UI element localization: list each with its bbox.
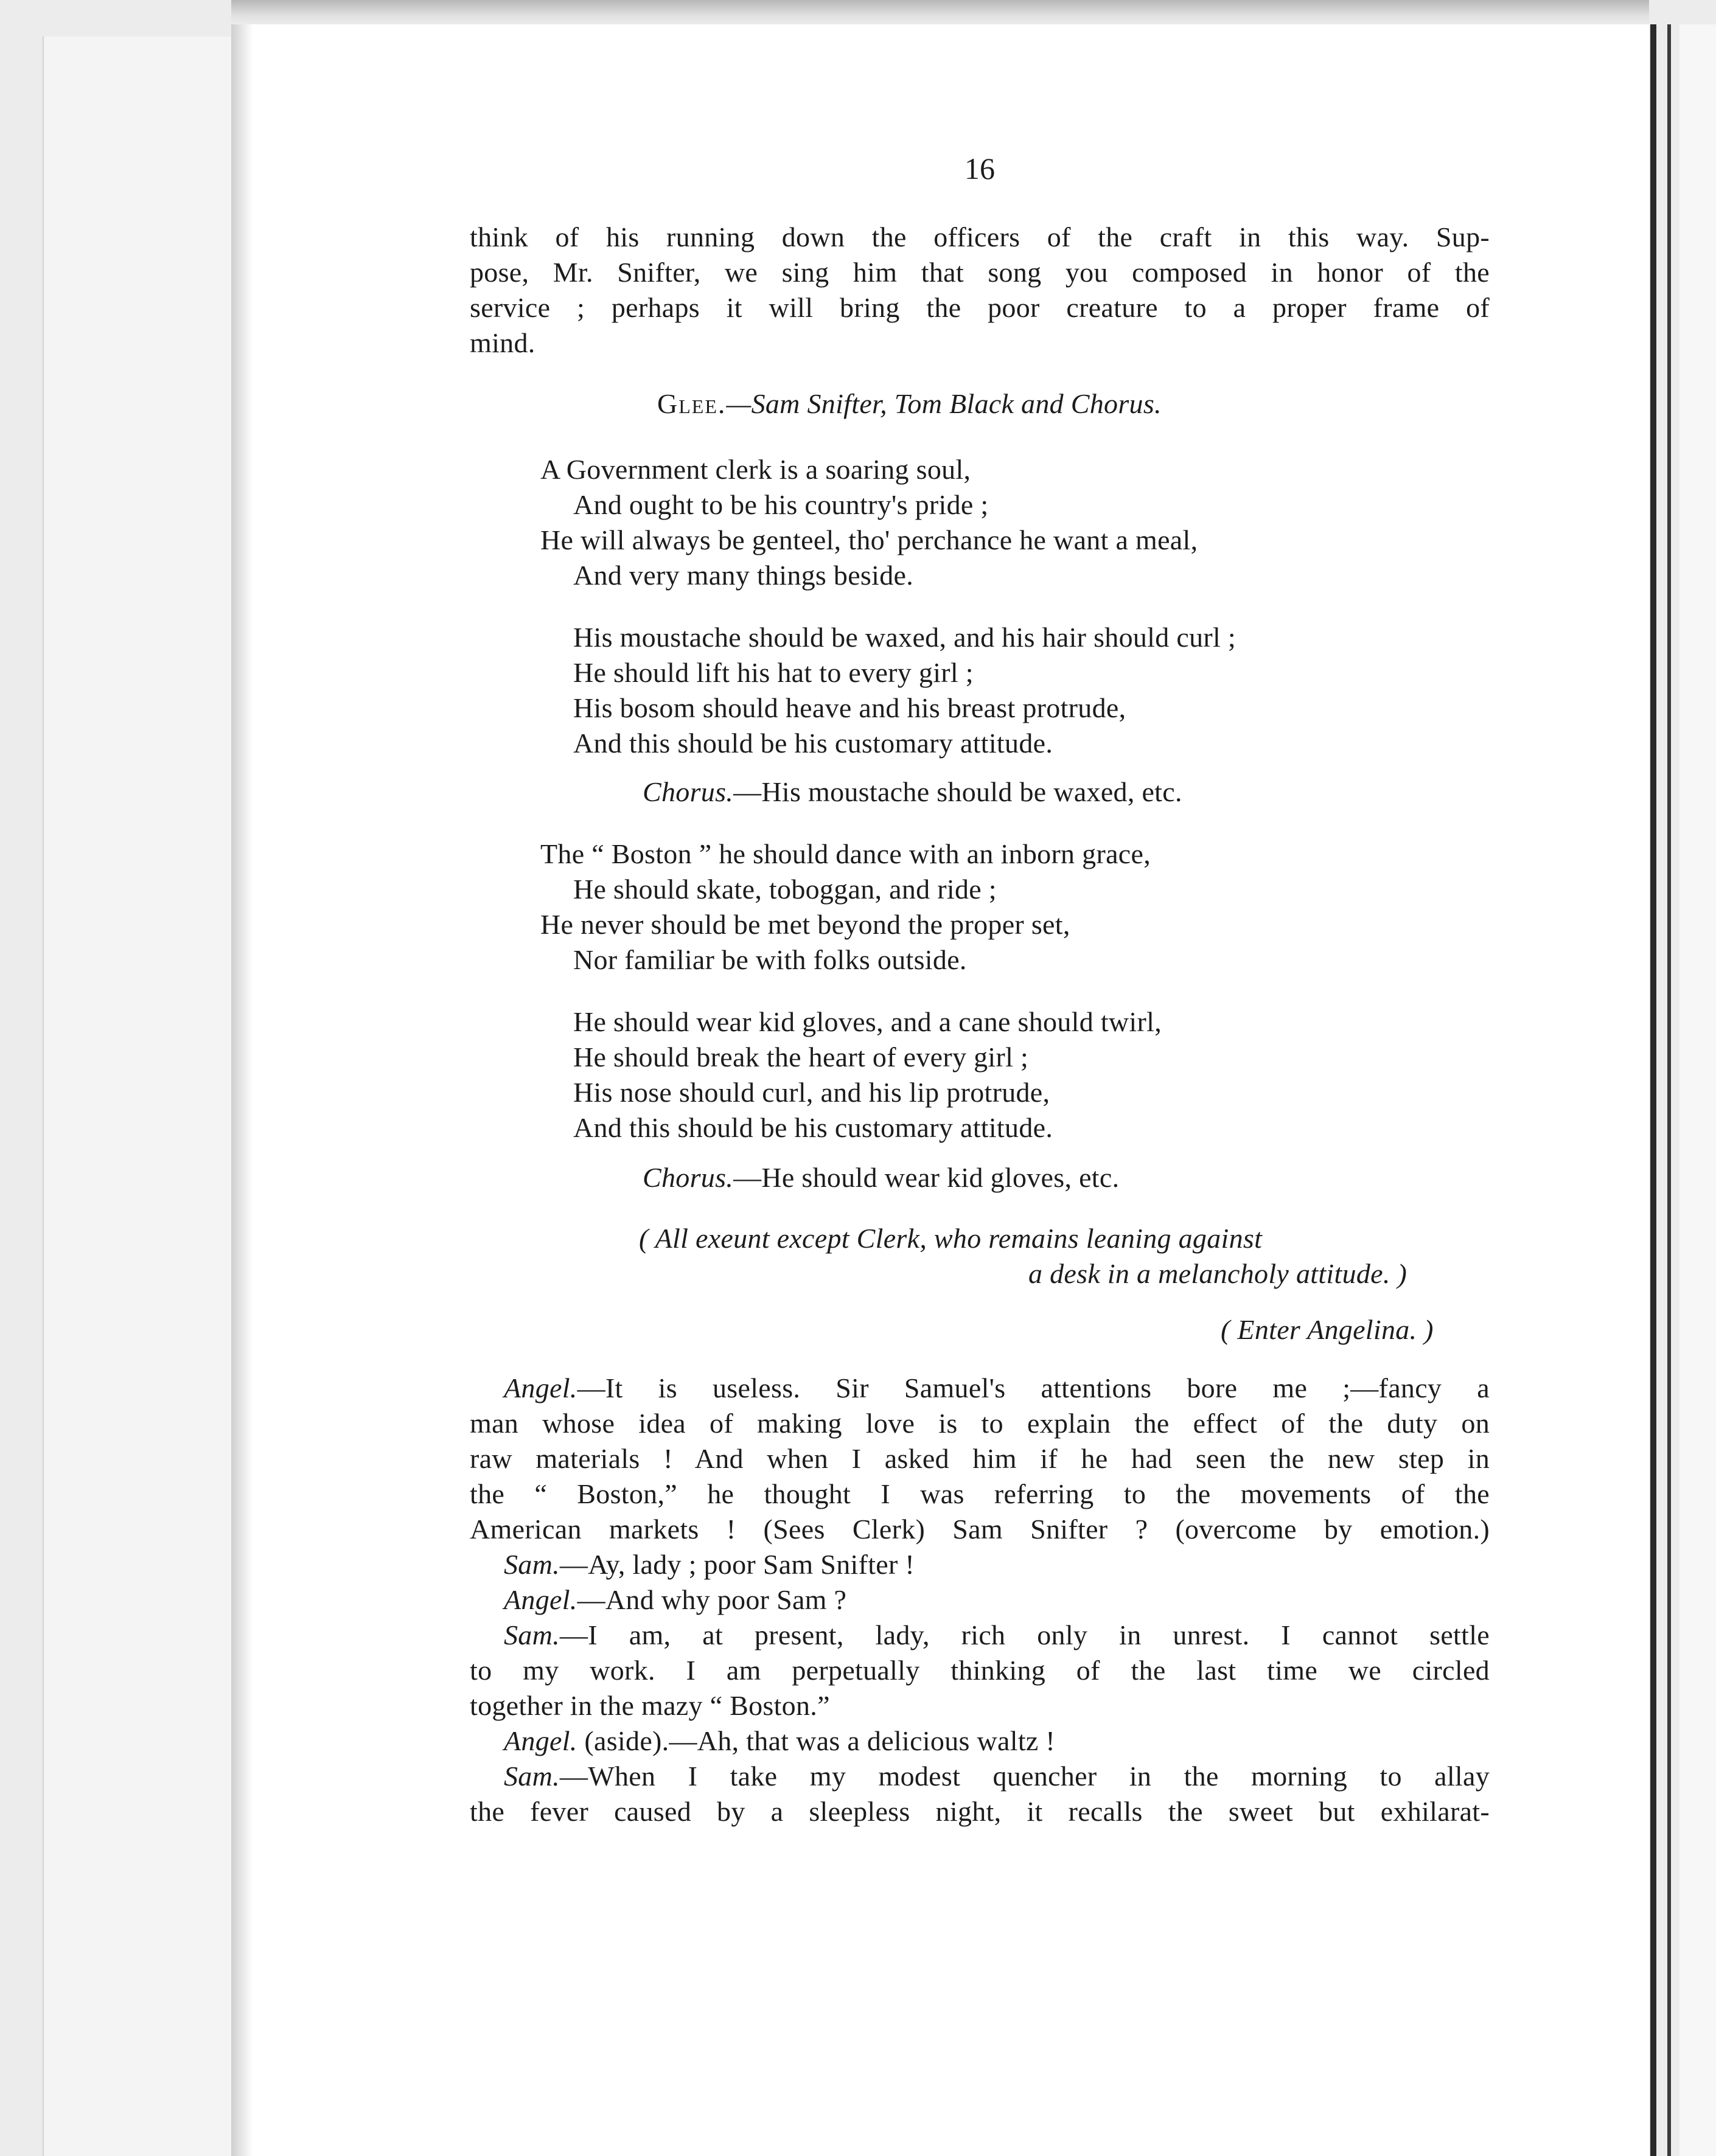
dialogue-line: together in the mazy “ Boston.”	[470, 1690, 830, 1721]
verse-line: His bosom should heave and his breast protrude,	[573, 692, 1126, 723]
scan-right-margin	[1679, 24, 1716, 2156]
dialogue-text: —Ay, lady ; poor Sam Snifter !	[559, 1549, 915, 1580]
verse-line: And this should be his customary attitude.	[573, 728, 1053, 759]
verse-line: Nor familiar be with folks outside.	[573, 944, 967, 975]
opening-line: think of his running down the officers of the craft in this way. Sup-	[470, 221, 1490, 252]
dialogue-text: —I am, at present, lady, rich only in unrest. I cannot settle	[559, 1619, 1490, 1650]
page-top-edge	[231, 0, 1649, 26]
dialogue-line	[504, 1548, 915, 1582]
binding-shadow	[231, 24, 253, 2156]
dialogue-line	[470, 1618, 1490, 1652]
glee-heading	[657, 387, 1162, 421]
verse-line: His moustache should be waxed, and his hair should curl ;	[573, 622, 1236, 653]
dialogue-text: —It is useless. Sir Samuel's attentions bore me ;—fancy a	[577, 1372, 1490, 1403]
dialogue-line: to my work. I am perpetually thinking of the last time we circled	[470, 1655, 1490, 1686]
speaker-name: Angel.	[504, 1725, 577, 1756]
chorus-label: Chorus.	[643, 1162, 734, 1193]
verse-line: He should break the heart of every girl ;	[573, 1041, 1029, 1073]
opening-line: mind.	[470, 327, 535, 358]
verse-line: And this should be his customary attitude.	[573, 1112, 1053, 1143]
dialogue-line: the “ Boston,” he thought I was referring to the movements of the	[470, 1478, 1490, 1509]
verse-line: He should skate, toboggan, and ride ;	[573, 874, 997, 905]
dialogue-text: —When I take my modest quencher in the morning to allay	[559, 1761, 1490, 1792]
opening-line: service ; perhaps it will bring the poor creature to a proper frame of	[470, 292, 1490, 323]
verse-line: He will always be genteel, tho' perchance he want a meal,	[540, 524, 1198, 555]
verse-line: He should lift his hat to every girl ;	[573, 657, 974, 688]
chorus-text: —He should wear kid gloves, etc.	[733, 1162, 1120, 1193]
chorus-cue	[643, 1161, 1119, 1195]
page-number: 16	[964, 151, 995, 186]
glee-label: Glee.	[657, 388, 727, 419]
verse-line: His nose should curl, and his lip protrude,	[573, 1077, 1050, 1108]
dialogue-line: American markets ! (Sees Clerk) Sam Snifter ? (overcome by emotion.)	[470, 1514, 1490, 1545]
dialogue-text: —And why poor Sam ?	[577, 1584, 847, 1615]
chorus-label: Chorus.	[643, 776, 734, 807]
verse-line: And very many things beside.	[573, 560, 914, 591]
dialogue-line	[470, 1759, 1490, 1793]
stage-direction: a desk in a melancholy attitude. )	[1028, 1258, 1407, 1289]
dialogue-line: the fever caused by a sleepless night, it recalls the sweet but exhilarat-	[470, 1796, 1490, 1827]
dialogue-line	[470, 1371, 1490, 1405]
speaker-name: Sam.	[504, 1619, 560, 1650]
verse-line: A Government clerk is a soaring soul,	[540, 454, 971, 485]
page-right-edge	[1650, 24, 1656, 2156]
speaker-name: Sam.	[504, 1761, 560, 1792]
verse-line: The “ Boston ” he should dance with an inborn grace,	[540, 838, 1151, 869]
dialogue-line: raw materials ! And when I asked him if he had seen the new step in	[470, 1443, 1490, 1474]
stage-direction: ( All exeunt except Clerk, who remains leaning against	[639, 1223, 1263, 1254]
dialogue-text: (aside).—Ah, that was a delicious waltz !	[584, 1725, 1056, 1756]
dialogue-line: man whose idea of making love is to explain the effect of the duty on	[470, 1408, 1490, 1439]
verse-line: He never should be met beyond the proper set,	[540, 909, 1070, 940]
verse-line: He should wear kid gloves, and a cane should twirl,	[573, 1006, 1162, 1037]
page-right-rule	[1667, 24, 1671, 2156]
dialogue-line	[504, 1724, 1055, 1758]
verse-line: And ought to be his country's pride ;	[573, 489, 989, 520]
chorus-text: —His moustache should be waxed, etc.	[733, 776, 1182, 807]
opening-line: pose, Mr. Snifter, we sing him that song you composed in honor of the	[470, 257, 1490, 288]
speaker-name: Angel.	[504, 1584, 577, 1615]
facing-page-edge	[43, 37, 232, 2156]
stage-direction: ( Enter Angelina. )	[1221, 1314, 1434, 1345]
speaker-name: Angel.	[504, 1372, 577, 1403]
speaker-name: Sam.	[504, 1549, 560, 1580]
glee-cast: —Sam Snifter, Tom Black and Chorus.	[726, 388, 1162, 419]
chorus-cue	[643, 775, 1182, 809]
dialogue-line	[504, 1583, 846, 1617]
